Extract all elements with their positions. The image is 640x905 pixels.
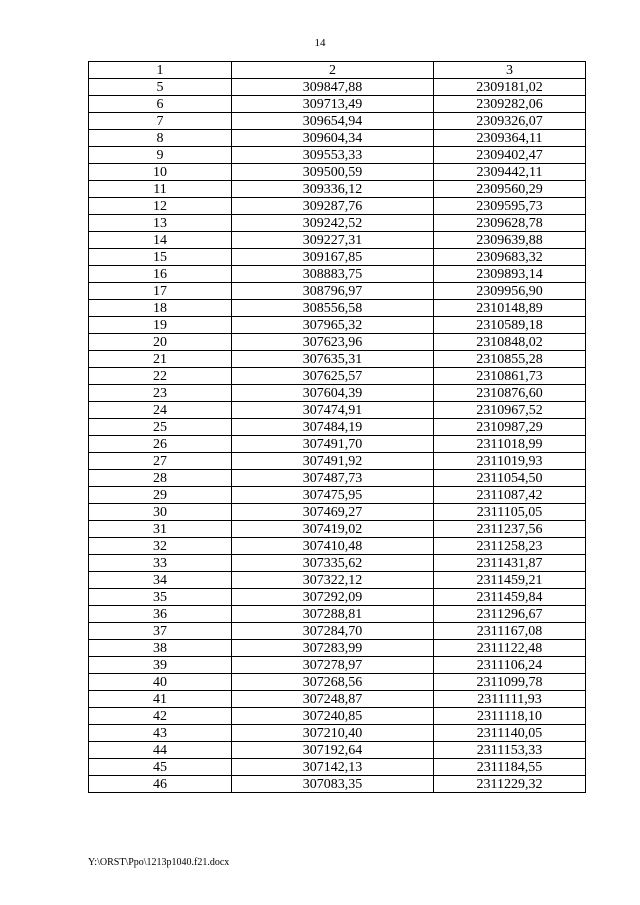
x-coordinate-cell: 307474,91: [232, 402, 434, 419]
table-row: [89, 419, 586, 436]
y-coordinate-cell: 2311105,05: [434, 504, 586, 521]
point-number-cell: 18: [89, 300, 232, 317]
x-coordinate-cell: 309604,34: [232, 130, 434, 147]
table-header-row: [89, 62, 586, 79]
y-coordinate-cell: 2309595,73: [434, 198, 586, 215]
y-coordinate-cell: 2311087,42: [434, 487, 586, 504]
table-row: [89, 130, 586, 147]
point-number-cell: 31: [89, 521, 232, 538]
y-coordinate-cell: 2311296,67: [434, 606, 586, 623]
x-coordinate-cell: 307419,02: [232, 521, 434, 538]
point-number-cell: 42: [89, 708, 232, 725]
point-number-cell: 19: [89, 317, 232, 334]
table-row: [89, 589, 586, 606]
point-number-cell: 33: [89, 555, 232, 572]
point-number-cell: 17: [89, 283, 232, 300]
table-row: [89, 572, 586, 589]
y-coordinate-cell: 2309956,90: [434, 283, 586, 300]
table-row: [89, 742, 586, 759]
y-coordinate-cell: 2311019,93: [434, 453, 586, 470]
x-coordinate-cell: 307487,73: [232, 470, 434, 487]
point-number-cell: 37: [89, 623, 232, 640]
x-coordinate-cell: 307469,27: [232, 504, 434, 521]
table-row: [89, 538, 586, 555]
y-coordinate-cell: 2309893,14: [434, 266, 586, 283]
x-coordinate-cell: 307604,39: [232, 385, 434, 402]
point-number-cell: 24: [89, 402, 232, 419]
y-coordinate-cell: 2311237,56: [434, 521, 586, 538]
x-coordinate-cell: 307491,92: [232, 453, 434, 470]
point-number-cell: 16: [89, 266, 232, 283]
y-coordinate-cell: 2311118,10: [434, 708, 586, 725]
table-row: [89, 521, 586, 538]
y-coordinate-cell: 2311431,87: [434, 555, 586, 572]
point-number-cell: 39: [89, 657, 232, 674]
y-coordinate-cell: 2310855,28: [434, 351, 586, 368]
point-number-cell: 15: [89, 249, 232, 266]
point-number-cell: 29: [89, 487, 232, 504]
y-coordinate-cell: 2309402,47: [434, 147, 586, 164]
table-row: [89, 79, 586, 96]
y-coordinate-cell: 2311018,99: [434, 436, 586, 453]
point-number-cell: 14: [89, 232, 232, 249]
point-number-cell: 12: [89, 198, 232, 215]
y-coordinate-cell: 2309560,29: [434, 181, 586, 198]
table-row: [89, 402, 586, 419]
y-coordinate-cell: 2311054,50: [434, 470, 586, 487]
x-coordinate-cell: 307083,35: [232, 776, 434, 793]
x-coordinate-cell: 309553,33: [232, 147, 434, 164]
table-row: [89, 487, 586, 504]
y-coordinate-cell: 2309364,11: [434, 130, 586, 147]
table-row: [89, 215, 586, 232]
table-row: [89, 776, 586, 793]
point-number-cell: 7: [89, 113, 232, 130]
header-cell: 2: [232, 62, 434, 79]
y-coordinate-cell: 2311140,05: [434, 725, 586, 742]
x-coordinate-cell: 309287,76: [232, 198, 434, 215]
x-coordinate-cell: 309847,88: [232, 79, 434, 96]
y-coordinate-cell: 2311184,55: [434, 759, 586, 776]
point-number-cell: 32: [89, 538, 232, 555]
x-coordinate-cell: 307210,40: [232, 725, 434, 742]
point-number-cell: 10: [89, 164, 232, 181]
point-number-cell: 38: [89, 640, 232, 657]
x-coordinate-cell: 307965,32: [232, 317, 434, 334]
x-coordinate-cell: 307248,87: [232, 691, 434, 708]
x-coordinate-cell: 307283,99: [232, 640, 434, 657]
point-number-cell: 22: [89, 368, 232, 385]
table-row: [89, 96, 586, 113]
x-coordinate-cell: 307625,57: [232, 368, 434, 385]
y-coordinate-cell: 2309326,07: [434, 113, 586, 130]
table-row: [89, 708, 586, 725]
x-coordinate-cell: 307142,13: [232, 759, 434, 776]
y-coordinate-cell: 2309282,06: [434, 96, 586, 113]
y-coordinate-cell: 2309442,11: [434, 164, 586, 181]
y-coordinate-cell: 2310589,18: [434, 317, 586, 334]
x-coordinate-cell: 309167,85: [232, 249, 434, 266]
point-number-cell: 26: [89, 436, 232, 453]
table-row: [89, 283, 586, 300]
x-coordinate-cell: 307484,19: [232, 419, 434, 436]
point-number-cell: 11: [89, 181, 232, 198]
point-number-cell: 23: [89, 385, 232, 402]
point-number-cell: 8: [89, 130, 232, 147]
y-coordinate-cell: 2309181,02: [434, 79, 586, 96]
x-coordinate-cell: 308796,97: [232, 283, 434, 300]
x-coordinate-cell: 307240,85: [232, 708, 434, 725]
point-number-cell: 40: [89, 674, 232, 691]
table-row: [89, 266, 586, 283]
point-number-cell: 46: [89, 776, 232, 793]
x-coordinate-cell: 307284,70: [232, 623, 434, 640]
x-coordinate-cell: 307268,56: [232, 674, 434, 691]
point-number-cell: 25: [89, 419, 232, 436]
table-row: [89, 725, 586, 742]
y-coordinate-cell: 2310861,73: [434, 368, 586, 385]
x-coordinate-cell: 307410,48: [232, 538, 434, 555]
table-row: [89, 164, 586, 181]
y-coordinate-cell: 2310848,02: [434, 334, 586, 351]
table-row: [89, 623, 586, 640]
y-coordinate-cell: 2310987,29: [434, 419, 586, 436]
page-number: 14: [314, 37, 326, 49]
x-coordinate-cell: 309336,12: [232, 181, 434, 198]
point-number-cell: 27: [89, 453, 232, 470]
table-row: [89, 640, 586, 657]
point-number-cell: 41: [89, 691, 232, 708]
table-row: [89, 504, 586, 521]
x-coordinate-cell: 309242,52: [232, 215, 434, 232]
x-coordinate-cell: 309227,31: [232, 232, 434, 249]
table-row: [89, 113, 586, 130]
table-row: [89, 181, 586, 198]
x-coordinate-cell: 307475,95: [232, 487, 434, 504]
y-coordinate-cell: 2310148,89: [434, 300, 586, 317]
x-coordinate-cell: 307278,97: [232, 657, 434, 674]
table-row: [89, 385, 586, 402]
table-row: [89, 691, 586, 708]
point-number-cell: 20: [89, 334, 232, 351]
point-number-cell: 36: [89, 606, 232, 623]
table-row: [89, 317, 586, 334]
y-coordinate-cell: 2311258,23: [434, 538, 586, 555]
x-coordinate-cell: 309713,49: [232, 96, 434, 113]
point-number-cell: 34: [89, 572, 232, 589]
y-coordinate-cell: 2309628,78: [434, 215, 586, 232]
table-row: [89, 606, 586, 623]
table-row: [89, 198, 586, 215]
y-coordinate-cell: 2311229,32: [434, 776, 586, 793]
point-number-cell: 30: [89, 504, 232, 521]
table-row: [89, 351, 586, 368]
x-coordinate-cell: 309500,59: [232, 164, 434, 181]
y-coordinate-cell: 2309683,32: [434, 249, 586, 266]
header-cell: 3: [434, 62, 586, 79]
header-cell: 1: [89, 62, 232, 79]
table-row: [89, 657, 586, 674]
table-row: [89, 759, 586, 776]
point-number-cell: 45: [89, 759, 232, 776]
x-coordinate-cell: 307192,64: [232, 742, 434, 759]
y-coordinate-cell: 2309639,88: [434, 232, 586, 249]
point-number-cell: 6: [89, 96, 232, 113]
table-row: [89, 470, 586, 487]
table-row: [89, 147, 586, 164]
x-coordinate-cell: 307491,70: [232, 436, 434, 453]
table-row: [89, 674, 586, 691]
y-coordinate-cell: 2311111,93: [434, 691, 586, 708]
table-row: [89, 300, 586, 317]
x-coordinate-cell: 307623,96: [232, 334, 434, 351]
y-coordinate-cell: 2310967,52: [434, 402, 586, 419]
x-coordinate-cell: 308556,58: [232, 300, 434, 317]
point-number-cell: 44: [89, 742, 232, 759]
table-row: [89, 453, 586, 470]
table-row: [89, 436, 586, 453]
y-coordinate-cell: 2311459,21: [434, 572, 586, 589]
table-row: [89, 368, 586, 385]
table-row: [89, 232, 586, 249]
y-coordinate-cell: 2311106,24: [434, 657, 586, 674]
point-number-cell: 21: [89, 351, 232, 368]
x-coordinate-cell: 307322,12: [232, 572, 434, 589]
point-number-cell: 9: [89, 147, 232, 164]
footer-file-path: Y:\ORST\Ppo\1213p1040.f21.docx: [88, 857, 230, 868]
point-number-cell: 35: [89, 589, 232, 606]
table-row: [89, 555, 586, 572]
x-coordinate-cell: 307635,31: [232, 351, 434, 368]
y-coordinate-cell: 2311099,78: [434, 674, 586, 691]
x-coordinate-cell: 307288,81: [232, 606, 434, 623]
point-number-cell: 5: [89, 79, 232, 96]
table-row: [89, 249, 586, 266]
table-row: [89, 334, 586, 351]
coordinates-table: [88, 61, 586, 793]
x-coordinate-cell: 307292,09: [232, 589, 434, 606]
y-coordinate-cell: 2310876,60: [434, 385, 586, 402]
x-coordinate-cell: 308883,75: [232, 266, 434, 283]
x-coordinate-cell: 309654,94: [232, 113, 434, 130]
y-coordinate-cell: 2311459,84: [434, 589, 586, 606]
y-coordinate-cell: 2311167,08: [434, 623, 586, 640]
point-number-cell: 43: [89, 725, 232, 742]
y-coordinate-cell: 2311153,33: [434, 742, 586, 759]
point-number-cell: 13: [89, 215, 232, 232]
x-coordinate-cell: 307335,62: [232, 555, 434, 572]
point-number-cell: 28: [89, 470, 232, 487]
y-coordinate-cell: 2311122,48: [434, 640, 586, 657]
